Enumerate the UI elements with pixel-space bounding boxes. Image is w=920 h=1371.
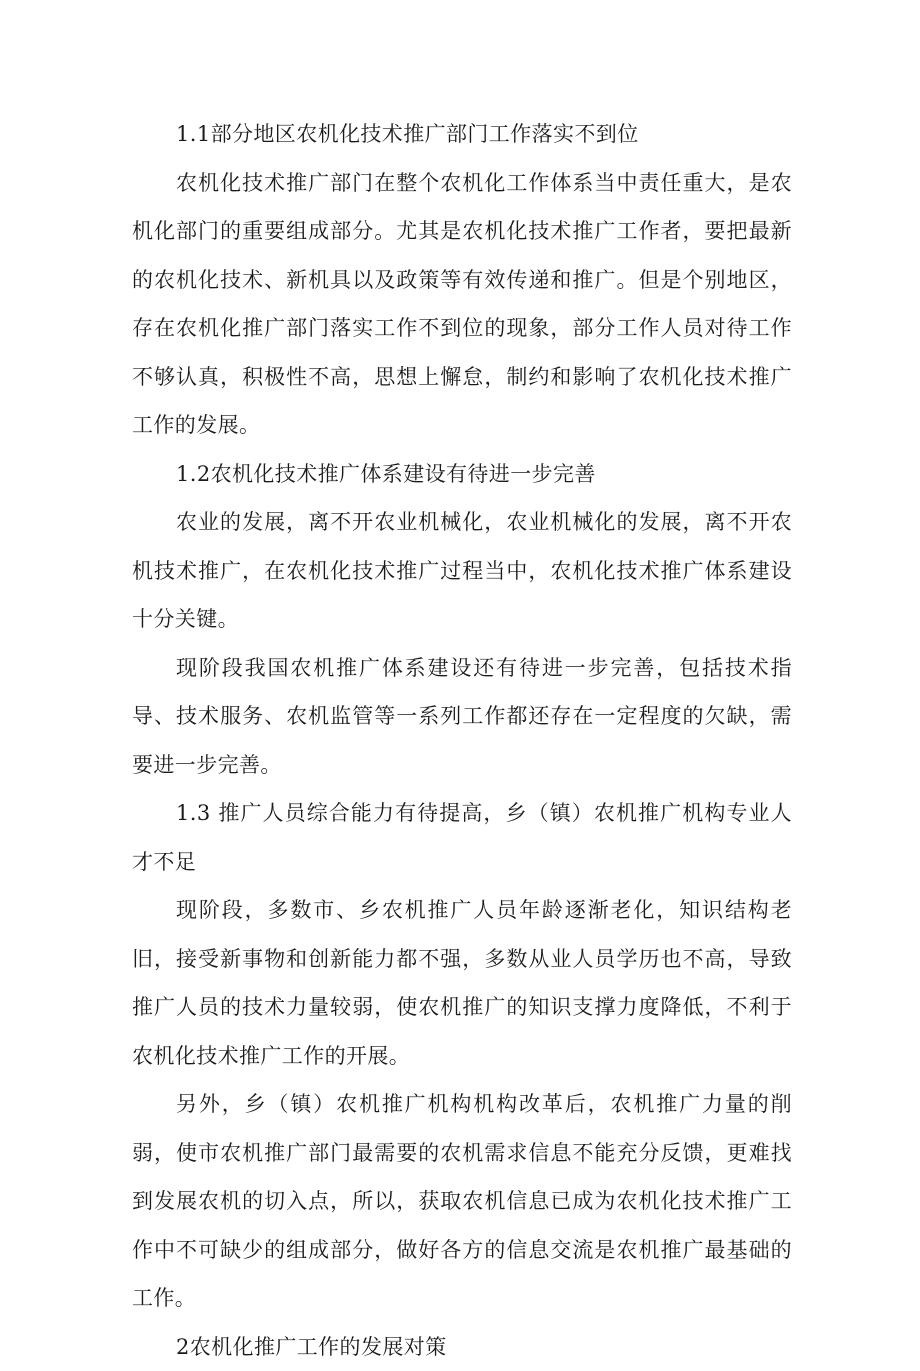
paragraph: 现阶段，多数市、乡农机推广人员年龄逐渐老化，知识结构老旧，接受新事物和创新能力都不强，多数从业人员学历也不高，导致推广人员的技术力量较弱，使农机推广的知识支撑力度降低，不利于农机化技术推广工作的开展。 <box>132 886 792 1080</box>
document-body <box>132 110 792 1371</box>
paragraph: 另外，乡（镇）农机推广机构机构改革后，农机推广力量的削弱，使市农机推广部门最需要的农机需求信息不能充分反馈，更难找到发展农机的切入点，所以，获取农机信息已成为农机化技术推广工作中不可缺少的组成部分，做好各方的信息交流是农机推广最基础的工作。 <box>132 1080 792 1323</box>
paragraph: 现阶段我国农机推广体系建设还有待进一步完善，包括技术指导、技术服务、农机监管等一系列工作都还存在一定程度的欠缺，需要进一步完善。 <box>132 644 792 790</box>
section-heading-1-3: 1.3 推广人员综合能力有待提高，乡（镇）农机推广机构专业人才不足 <box>132 789 792 886</box>
paragraph: 农机化技术推广部门在整个农机化工作体系当中责任重大，是农机化部门的重要组成部分。尤其是农机化技术推广工作者，要把最新的农机化技术、新机具以及政策等有效传递和推广。但是个别地区，存在农机化推广部门落实工作不到位的现象，部分工作人员对待工作不够认真，积极性不高，思想上懈怠，制约和影响了农机化技术推广工作的发展。 <box>132 159 792 450</box>
section-heading-1-2: 1.2农机化技术推广体系建设有待进一步完善 <box>132 450 792 499</box>
section-heading-1-1: 1.1部分地区农机化技术推广部门工作落实不到位 <box>132 110 792 159</box>
section-heading-2: 2农机化推广工作的发展对策 <box>132 1323 792 1371</box>
paragraph: 农业的发展，离不开农业机械化，农业机械化的发展，离不开农机技术推广，在农机化技术推广过程当中，农机化技术推广体系建设十分关键。 <box>132 498 792 644</box>
